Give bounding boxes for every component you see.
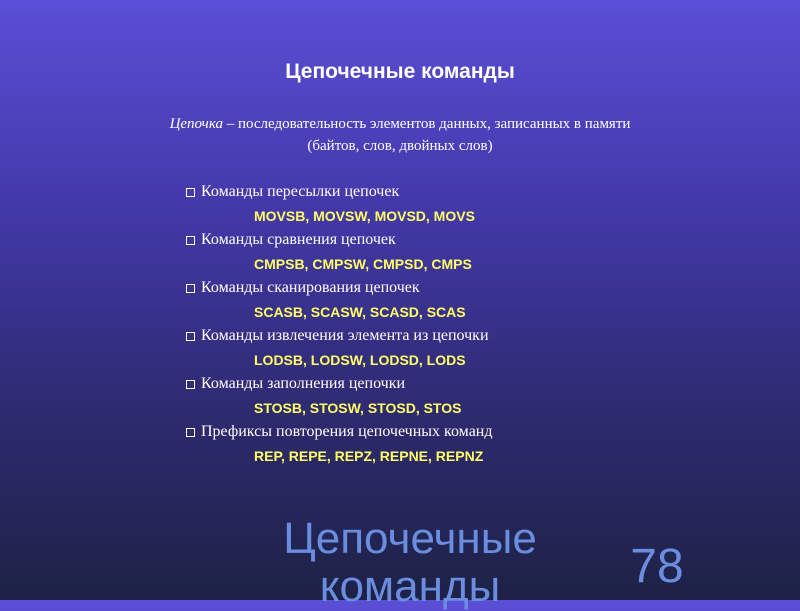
command-group-label-row	[186, 228, 636, 252]
command-group-instructions: STOSB, STOSW, STOSD, STOS	[254, 400, 462, 416]
list-item	[186, 180, 636, 228]
command-group-label: Команды заполнения цепочки	[201, 375, 406, 392]
checkbox-icon	[186, 284, 195, 293]
checkbox-icon	[186, 332, 195, 341]
command-group-instructions: REP, REPE, REPZ, REPNE, REPNZ	[254, 448, 484, 464]
definition-text-line2: (байтов, слов, двойных слов)	[307, 138, 493, 154]
command-group-label: Префиксы повторения цепочечных команд	[201, 423, 493, 440]
slide-title: Цепочечные команды	[285, 60, 515, 83]
command-group-instructions: SCASB, SCASW, SCASD, SCAS	[254, 304, 466, 320]
command-group-label-row	[186, 324, 636, 348]
checkbox-icon	[186, 188, 195, 197]
list-item	[186, 276, 636, 324]
command-group-label: Команды сканирования цепочек	[201, 279, 420, 296]
command-group-instructions: LODSB, LODSW, LODSD, LODS	[254, 352, 466, 368]
command-group-instructions: MOVSB, MOVSW, MOVSD, MOVS	[254, 208, 475, 224]
checkbox-icon	[186, 428, 195, 437]
command-group-label: Команды извлечения элемента из цепочки	[201, 327, 489, 344]
command-group-label: Команды сравнения цепочек	[201, 231, 396, 248]
command-group-label: Команды пересылки цепочек	[201, 183, 400, 200]
command-group-instructions: CMPSB, CMPSW, CMPSD, CMPS	[254, 256, 472, 272]
command-group-label-row	[186, 180, 636, 204]
checkbox-icon	[186, 236, 195, 245]
command-group-label-row	[186, 420, 636, 444]
checkbox-icon	[186, 380, 195, 389]
command-group-label-row	[186, 276, 636, 300]
footer-title: Цепочечные команды	[283, 514, 537, 611]
definition-term: Цепочка	[169, 116, 223, 132]
page-number: 78	[630, 540, 684, 593]
definition	[110, 113, 690, 157]
list-item	[186, 324, 636, 372]
command-list	[186, 180, 636, 468]
list-item	[186, 420, 636, 468]
definition-text-line1: – последовательность элементов данных, записанных в памяти	[222, 116, 631, 132]
list-item	[186, 228, 636, 276]
list-item	[186, 372, 636, 420]
command-group-label-row	[186, 372, 636, 396]
